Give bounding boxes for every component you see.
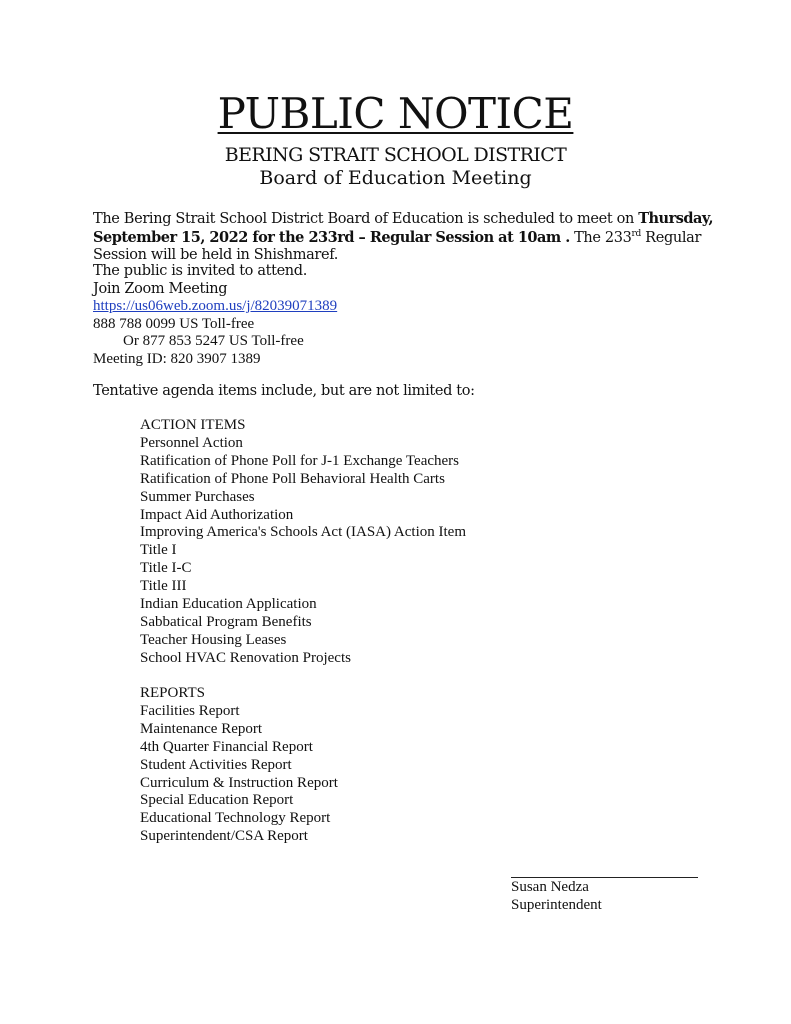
agenda-intro: Tentative agenda items include, but are not limited to: xyxy=(93,383,475,399)
list-item: Superintendent/CSA Report xyxy=(140,828,308,845)
action-items-list xyxy=(140,417,466,668)
zoom-link[interactable]: https://us06web.zoom.us/j/82039071389 xyxy=(93,298,338,314)
intro-text-1: The Bering Strait School District Board of Education is scheduled to meet on xyxy=(93,211,639,227)
list-item: Personnel Action xyxy=(140,434,243,451)
intro-text-2: The 233 xyxy=(569,229,632,246)
invite-text: The public is invited to attend. xyxy=(93,263,307,279)
list-item: Sabbatical Program Benefits xyxy=(140,613,312,630)
meeting-id: Meeting ID: 820 3907 1389 xyxy=(93,350,261,367)
intro-text-3: Regular Session will be held in Shishmaref. xyxy=(93,229,702,263)
signature-block xyxy=(511,879,602,914)
list-item: Maintenance Report xyxy=(140,720,263,737)
signatory-name: Susan Nedza xyxy=(511,879,589,895)
list-item: Indian Education Application xyxy=(140,596,317,613)
zoom-label: Join Zoom Meeting xyxy=(93,280,228,297)
phone-number-2: Or 877 853 5247 US Toll-free xyxy=(123,333,304,349)
meeting-name: Board of Education Meeting xyxy=(259,167,532,189)
list-item: School HVAC Renovation Projects xyxy=(140,649,351,666)
list-item: Title III xyxy=(140,578,187,595)
notice-title: PUBLIC NOTICE xyxy=(217,89,574,138)
list-item: Summer Purchases xyxy=(140,488,255,505)
list-item: Ratification of Phone Poll Behavioral Health Carts xyxy=(140,470,445,487)
district-name: BERING STRAIT SCHOOL DISTRICT xyxy=(224,144,567,166)
list-item: Teacher Housing Leases xyxy=(140,631,287,648)
list-item: Ratification of Phone Poll for J-1 Exchange Teachers xyxy=(140,452,459,469)
action-items-heading: ACTION ITEMS xyxy=(140,417,246,433)
list-item: Curriculum & Instruction Report xyxy=(140,774,338,791)
list-item: Improving America's Schools Act (IASA) Action Item xyxy=(140,524,466,541)
list-item: 4th Quarter Financial Report xyxy=(140,738,313,755)
meeting-date-bold: Thursday, September 15, 2022 for the 233rd – Regular Session at 10am . xyxy=(93,210,714,246)
list-item: Student Activities Report xyxy=(140,756,292,773)
list-item: Title I-C xyxy=(140,560,192,577)
reports-list xyxy=(140,685,338,846)
list-item: Impact Aid Authorization xyxy=(140,506,294,523)
signatory-role: Superintendent xyxy=(511,896,602,913)
reports-heading: REPORTS xyxy=(140,685,205,701)
list-item: Title I xyxy=(140,542,177,559)
intro-paragraph xyxy=(93,210,713,265)
ordinal-suffix: rd xyxy=(631,228,641,239)
list-item: Educational Technology Report xyxy=(140,810,331,827)
list-item: Facilities Report xyxy=(140,702,240,719)
list-item: Special Education Report xyxy=(140,792,294,809)
phone-number-1: 888 788 0099 US Toll-free xyxy=(93,315,255,332)
signature-line xyxy=(511,877,698,878)
meeting-details xyxy=(93,263,337,368)
